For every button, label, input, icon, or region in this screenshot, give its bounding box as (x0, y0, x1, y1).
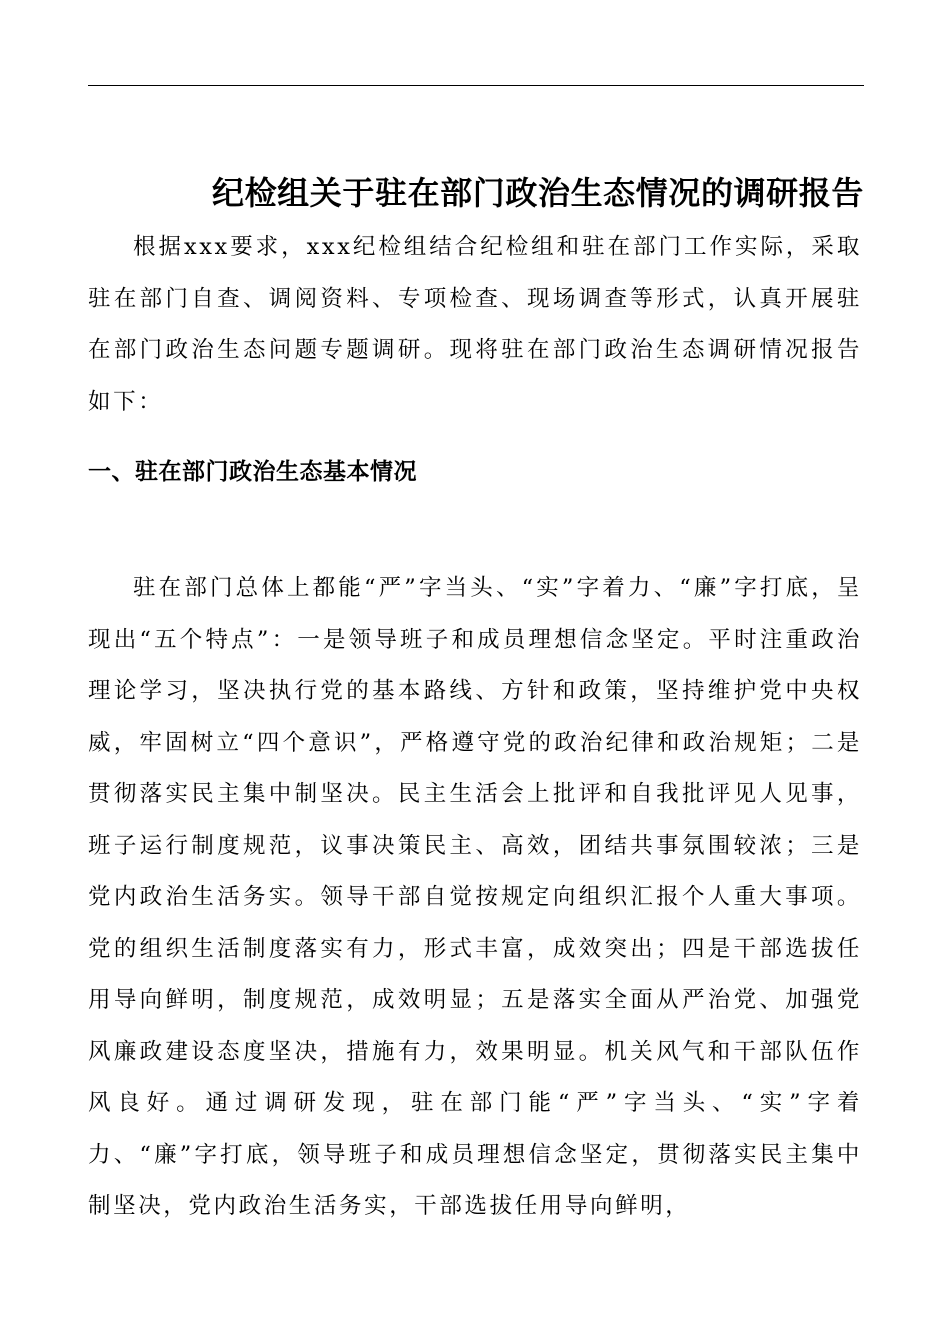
document-title: 纪检组关于驻在部门政治生态情况的调研报告 (211, 174, 864, 213)
section-1-paragraph: 驻在部门总体上都能“严”字当头、“实”字着力、“廉”字打底，呈现出“五个特点”：一是领导班子和成员理想信念坚定。平时注重政治理论学习，坚决执行党的基本路线、方针和政策，坚持维护党中央权威，牢固树立“四个意识”，严格遵守党的政治纪律和政治规矩；二是贯彻落实民主集中制坚决。民主生活会上批评和自我批评见人见事，班子运行制度规范，议事决策民主、高效，团结共事氛围较浓；三是党内政治生活务实。领导干部自觉按规定向组织汇报个人重大事项。党的组织生活制度落实有力，形式丰富，成效突出；四是干部选拔任用导向鲜明，制度规范，成效明显；五是落实全面从严治党、加强党风廉政建设态度坚决，措施有力，效果明显。机关风气和干部队伍作风良好。通过调研发现，驻在部门能“严”字当头、“实”字着力、“廉”字打底，领导班子和成员理想信念坚定，贯彻落实民主集中制坚决，党内政治生活务实，干部选拔任用导向鲜明， (88, 575, 862, 1219)
header-rule (88, 85, 864, 86)
section-heading-1: 一、驻在部门政治生态基本情况 (88, 459, 417, 485)
intro-paragraph: 根据xxx要求，xxx纪检组结合纪检组和驻在部门工作实际，采取驻在部门自查、调阅资料、专项检查、现场调查等形式，认真开展驻在部门政治生态问题专题调研。现将驻在部门政治生态调研情况报告如下： (88, 234, 862, 415)
